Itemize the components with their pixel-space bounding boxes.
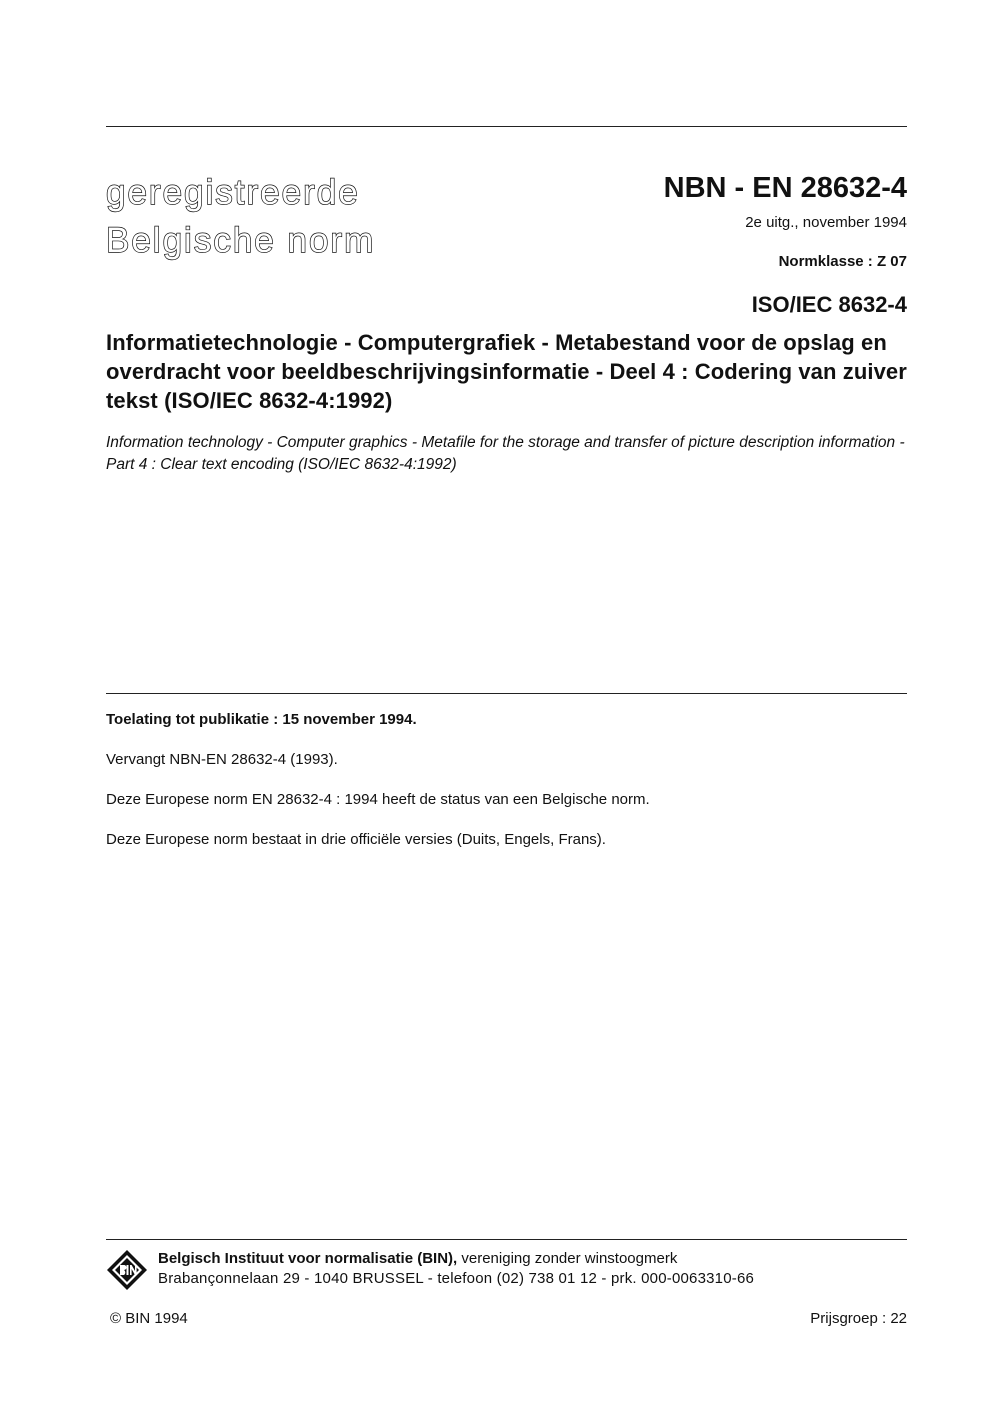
- registered-norm-line1: geregistreerde: [106, 173, 360, 212]
- edition-info: 2e uitg., november 1994: [745, 214, 907, 231]
- organization-description: vereniging zonder winstoogmerk: [457, 1250, 678, 1267]
- standard-number: NBN - EN 28632-4: [663, 172, 907, 204]
- middle-divider: [106, 693, 907, 694]
- organization-name: Belgisch Instituut voor normalisatie (BIN),: [158, 1250, 458, 1267]
- english-title: Information technology - Computer graphics - Metafile for the storage and transfer of picture description information - Part 4 : Clear text encoding (ISO/IEC 8632-4:1992): [106, 434, 905, 473]
- publication-approval: Toelating tot publikatie : 15 november 1994.: [106, 711, 417, 728]
- versions-note: Deze Europese norm bestaat in drie officiële versies (Duits, Engels, Frans).: [106, 831, 606, 848]
- status-note: Deze Europese norm EN 28632-4 : 1994 heeft de status van een Belgische norm.: [106, 791, 650, 808]
- registered-norm-line2: Belgische norm: [106, 221, 376, 260]
- footer-divider: [106, 1239, 907, 1240]
- replaces-note: Vervangt NBN-EN 28632-4 (1993).: [106, 751, 338, 768]
- bin-logo-icon: [106, 1249, 148, 1291]
- dutch-title: Informatietechnologie - Computergrafiek - Metabestand voor de opslag en overdracht voor beeldbeschrijvingsinformatie - Deel 4 : Codering van zuiver tekst (ISO/IEC 8632-4:1992): [106, 330, 907, 413]
- iso-number: ISO/IEC 8632-4: [751, 292, 907, 317]
- classification: Normklasse : Z 07: [778, 253, 907, 270]
- price-group: Prijsgroep : 22: [810, 1310, 907, 1327]
- registered-norm-title: [106, 170, 375, 266]
- organization-address: Brabançonnelaan 29 - 1040 BRUSSEL - telefoon (02) 738 01 12 - prk. 000-0063310-66: [158, 1270, 755, 1287]
- organization-line: [158, 1250, 677, 1267]
- top-divider: [106, 126, 907, 127]
- copyright-notice: © BIN 1994: [110, 1310, 188, 1327]
